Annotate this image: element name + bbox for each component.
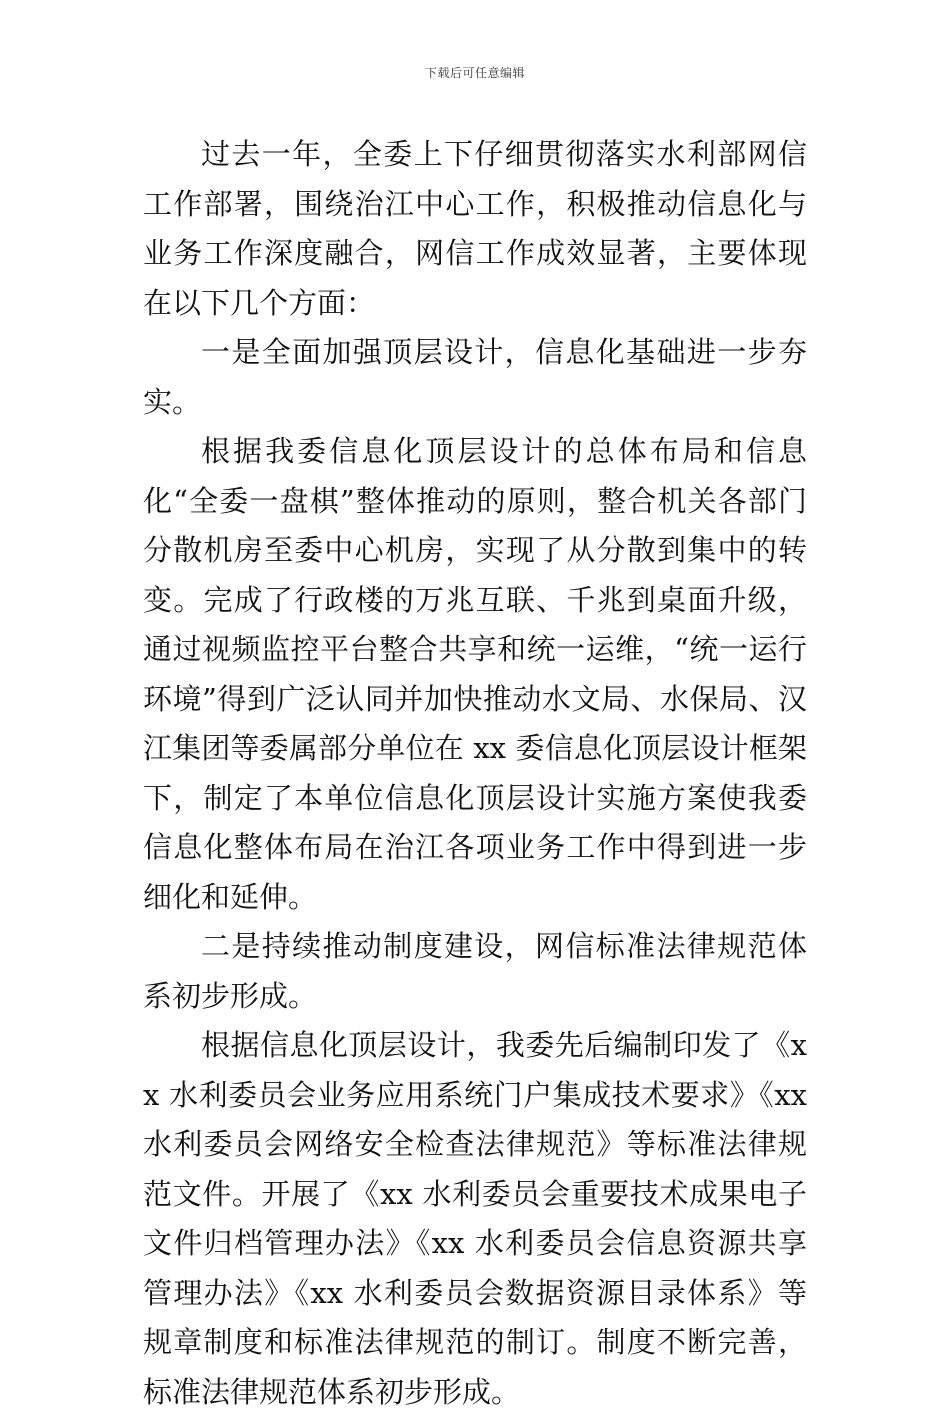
paragraph-intro: 过去一年，全委上下仔细贯彻落实水利部网信工作部署，围绕治江中心工作，积极推动信息化与业务工作深度融合，网信工作成效显著，主要体现在以下几个方面： xyxy=(143,137,807,320)
document-body xyxy=(143,130,807,1417)
header-note: 下载后可任意编辑 xyxy=(424,66,525,80)
paragraph-body-1: 根据我委信息化顶层设计的总体布局和信息化“全委一盘棋”整体推动的原则，整合机关各部门分散机房至委中心机房，实现了从分散到集中的转变。完成了行政楼的万兆互联、千兆到桌面升级，通过视频监控平台整合共享和统一运维，“统一运行环境”得到广泛认同并加快推动水文局、水保局、汉江集团等委属部分单位在 xx 委信息化顶层设计框架下，制定了本单位信息化顶层设计实施方案使我委信息化整体布局在治江各项业务工作中得到进一步细化和延伸。 xyxy=(143,434,807,914)
paragraph-heading-1: 一是全面加强顶层设计，信息化基础进一步夯实。 xyxy=(143,335,807,419)
paragraph-heading-2: 二是持续推动制度建设，网信标准法律规范体系初步形成。 xyxy=(143,929,807,1013)
paragraph-body-2: 根据信息化顶层设计，我委先后编制印发了《xx 水利委员会业务应用系统门户集成技术要求》《xx 水利委员会网络安全检查法律规范》等标准法律规范文件。开展了《xx 水利委员会重要技术成果电子文件归档管理办法》《xx 水利委员会信息资源共享管理办法》《xx 水利委员会数据资源目录体系》等规章制度和标准法律规范的制订。制度不断完善，标准法律规范体系初步形成。 xyxy=(143,1028,807,1409)
